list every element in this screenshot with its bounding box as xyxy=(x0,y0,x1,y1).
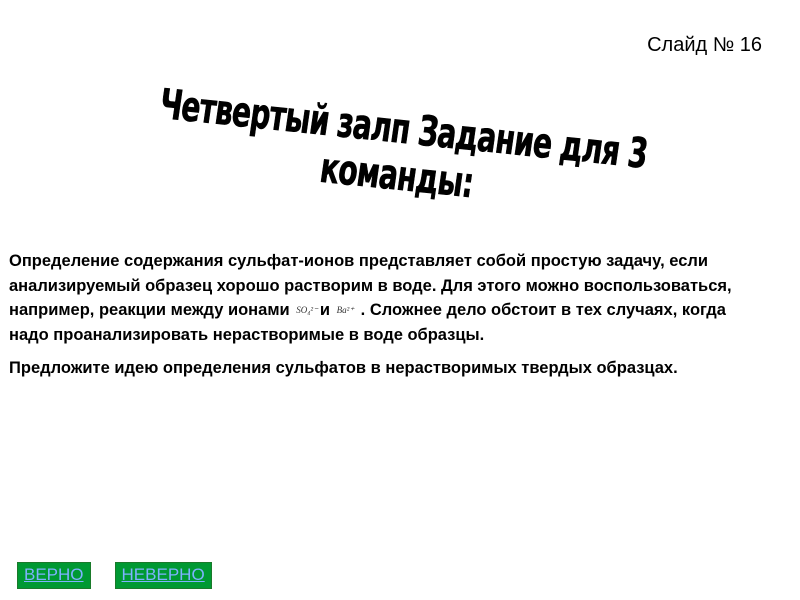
paragraph-task-description xyxy=(9,249,769,347)
paragraph-question: Предложите идею определения сульфатов в нерастворимых твердых образцах. xyxy=(9,359,678,378)
correct-button[interactable]: ВЕРНО xyxy=(17,562,91,589)
incorrect-button[interactable]: НЕВЕРНО xyxy=(115,562,212,589)
slide-title: Четвертый залп Задание для 3 команды: xyxy=(156,81,651,208)
barium-ion-formula: Ba²⁺ xyxy=(336,305,355,316)
paragraph-text-part-2: . Сложнее дело обстоит в тех случаях, когда надо проанализировать нерастворимые в воде образцы. xyxy=(9,301,726,344)
title-container xyxy=(0,81,800,208)
paragraph-text-part-1: Определение содержания сульфат-ионов представляет собой простую задачу, если анализируемый образец хорошо растворим в воде. Для этого можно воспользоваться, например, реакции между ионами xyxy=(9,252,732,319)
sulfate-ion-formula: SO₄²⁻ xyxy=(296,305,318,316)
task-text xyxy=(9,249,769,390)
slide-number: Слайд № 16 xyxy=(647,34,762,56)
and-word: и xyxy=(319,301,331,319)
answer-buttons xyxy=(17,562,212,589)
